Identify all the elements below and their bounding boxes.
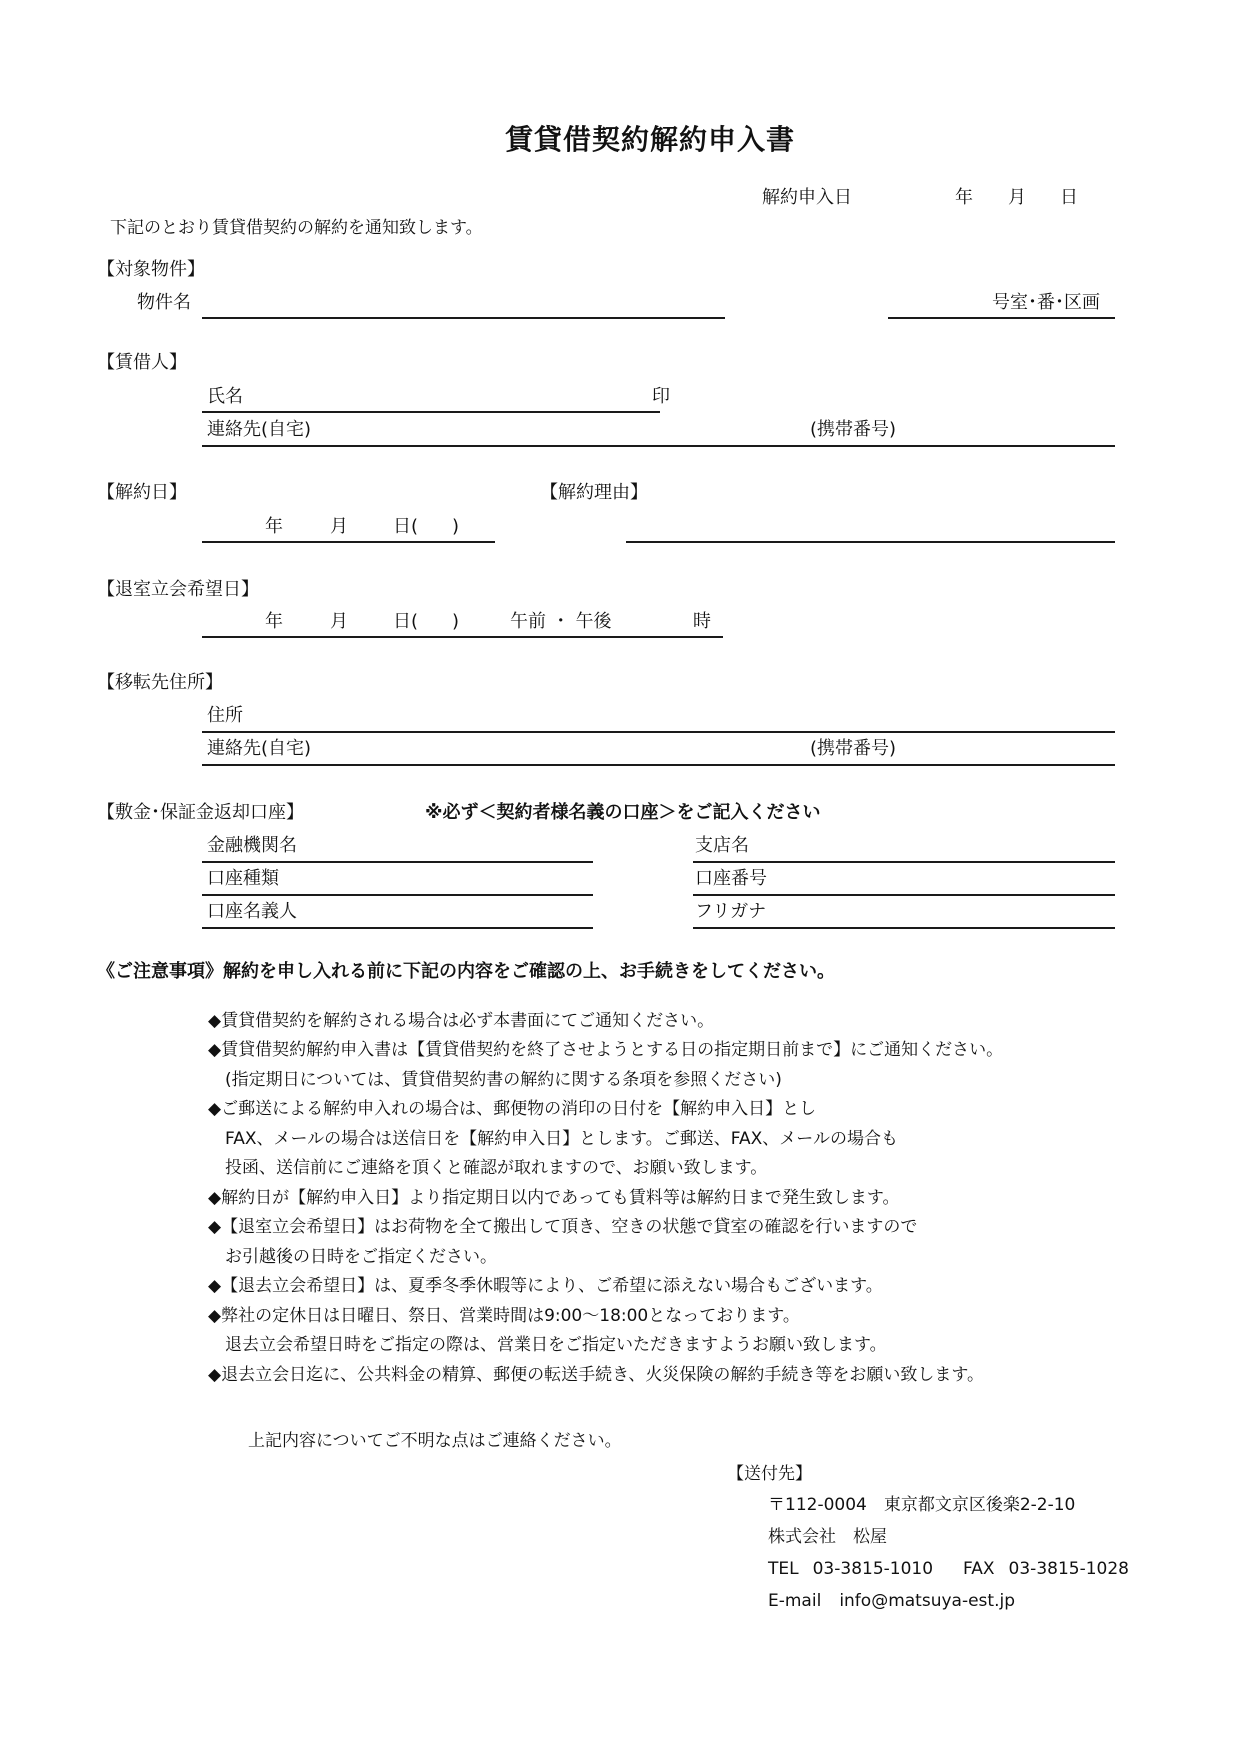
- room-number-field[interactable]: [888, 317, 1115, 319]
- termination-month: 月: [330, 516, 348, 537]
- tel-number: 03-3815-1010: [812, 1559, 934, 1579]
- application-date-day: 日: [1060, 187, 1078, 208]
- new-address-label: 住所: [207, 705, 243, 726]
- termination-weekday-close: ): [452, 516, 460, 537]
- note-line: ◆賃貸借契約を解約される場合は必ず本書面にてご通知ください。: [208, 1011, 715, 1031]
- note-line: お引越後の日時をご指定ください。: [208, 1247, 497, 1267]
- new-address-field[interactable]: [202, 731, 1115, 733]
- inspection-day: 日(: [393, 611, 419, 632]
- termination-date-heading: 【解約日】: [97, 482, 187, 503]
- account-number-field[interactable]: [693, 894, 1115, 896]
- property-name-field[interactable]: [202, 317, 725, 319]
- send-to-address: 〒112-0004 東京都文京区後楽2-2-10: [768, 1495, 1076, 1515]
- tenant-contact-label: 連絡先(自宅): [207, 419, 312, 440]
- new-contact-label: 連絡先(自宅): [207, 738, 312, 759]
- application-date-month: 月: [1008, 187, 1026, 208]
- room-suffix-label: 号室･番･区画: [992, 292, 1100, 313]
- note-line: ◆ご郵送による解約申入れの場合は、郵便物の消印の日付を【解約申入日】とし: [208, 1099, 817, 1119]
- account-holder-label: 口座名義人: [207, 901, 297, 922]
- inspection-ampm[interactable]: 午前 ・ 午後: [510, 611, 612, 632]
- inspection-month: 月: [330, 611, 348, 632]
- tenant-name-label: 氏名: [207, 386, 243, 407]
- account-type-field[interactable]: [202, 894, 593, 896]
- send-to-tel-fax: [768, 1561, 1129, 1578]
- application-date-label: 解約申入日: [762, 187, 852, 208]
- tel-label: TEL: [768, 1559, 799, 1579]
- note-line: ◆弊社の定休日は日曜日、祭日、営業時間は9:00～18:00となっております。: [208, 1306, 800, 1326]
- fax-label: FAX: [963, 1559, 995, 1579]
- note-line: 投函、送信前にご連絡を頂くと確認が取れますので、お願い致します。: [208, 1158, 768, 1178]
- tenant-mobile-label: (携帯番号): [810, 419, 897, 440]
- refund-account-note: ※必ず＜契約者様名義の口座＞をご記入ください: [425, 802, 821, 823]
- seal-label: 印: [652, 386, 670, 407]
- send-to-heading: 【送付先】: [727, 1464, 812, 1484]
- termination-reason-heading: 【解約理由】: [540, 482, 648, 503]
- bank-name-field[interactable]: [202, 861, 593, 863]
- furigana-field[interactable]: [693, 927, 1115, 929]
- note-line: (指定期日については、賃貸借契約書の解約に関する条項を参照ください): [208, 1070, 782, 1090]
- account-type-label: 口座種類: [207, 868, 279, 889]
- tenant-heading: 【賃借人】: [97, 352, 187, 373]
- refund-account-heading: 【敷金･保証金返却口座】: [97, 802, 304, 823]
- note-line: 退去立会希望日時をご指定の際は、営業日をご指定いただきますようお願い致します。: [208, 1335, 887, 1355]
- note-line: ◆【退室立会希望日】はお荷物を全て搬出して頂き、空きの状態で貸室の確認を行いますので: [208, 1217, 918, 1237]
- send-to-company: 株式会社 松屋: [768, 1527, 887, 1547]
- note-line: ◆退去立会日迄に、公共料金の精算、郵便の転送手続き、火災保険の解約手続き等をお願い致します。: [208, 1365, 985, 1385]
- document-title: 賃貸借契約解約申入書: [505, 123, 796, 156]
- note-line: ◆賃貸借契約解約申入書は【賃貸借契約を終了させようとする日の指定期日前まで】にご通知ください。: [208, 1040, 1004, 1060]
- new-mobile-label: (携帯番号): [810, 738, 897, 759]
- note-line: ◆【退去立会希望日】は、夏季冬季休暇等により、ご希望に添えない場合もございます。: [208, 1276, 883, 1296]
- note-line: ◆解約日が【解約申入日】より指定期日以内であっても賃料等は解約日まで発生致します。: [208, 1188, 900, 1208]
- new-address-heading: 【移転先住所】: [97, 672, 223, 693]
- termination-year: 年: [265, 516, 283, 537]
- new-contact-field[interactable]: [202, 764, 1115, 766]
- notes-heading: 《ご注意事項》解約を申し入れる前に下記の内容をご確認の上、お手続きをしてください。: [97, 961, 835, 982]
- bank-name-label: 金融機関名: [207, 835, 297, 856]
- tenant-name-field[interactable]: [202, 411, 660, 413]
- property-name-label: 物件名: [137, 292, 191, 313]
- branch-name-field[interactable]: [693, 861, 1115, 863]
- inspection-date-field[interactable]: [202, 636, 723, 638]
- account-holder-field[interactable]: [202, 927, 593, 929]
- property-heading: 【対象物件】: [97, 259, 205, 280]
- fax-number: 03-3815-1028: [1008, 1559, 1129, 1579]
- send-to-email: [768, 1593, 1015, 1610]
- inspection-date-heading: 【退室立会希望日】: [97, 579, 259, 600]
- furigana-label: フリガナ: [695, 901, 767, 922]
- branch-name-label: 支店名: [695, 835, 749, 856]
- note-line: FAX、メールの場合は送信日を【解約申入日】とします。ご郵送、FAX、メールの場合も: [208, 1129, 898, 1149]
- application-date-year: 年: [955, 187, 973, 208]
- email-label: E-mail: [768, 1591, 822, 1611]
- account-number-label: 口座番号: [695, 868, 767, 889]
- inspection-weekday-close: ): [452, 611, 460, 632]
- termination-reason-field[interactable]: [626, 541, 1115, 543]
- closing-text: 上記内容についてご不明な点はご連絡ください。: [248, 1431, 622, 1451]
- termination-day: 日(: [393, 516, 419, 537]
- termination-date-field[interactable]: [202, 541, 495, 543]
- tenant-contact-field[interactable]: [202, 445, 1115, 447]
- inspection-hour: 時: [693, 611, 711, 632]
- inspection-year: 年: [265, 611, 283, 632]
- email-address[interactable]: info@matsuya-est.jp: [839, 1591, 1015, 1611]
- intro-text: 下記のとおり賃貸借契約の解約を通知致します。: [110, 218, 483, 238]
